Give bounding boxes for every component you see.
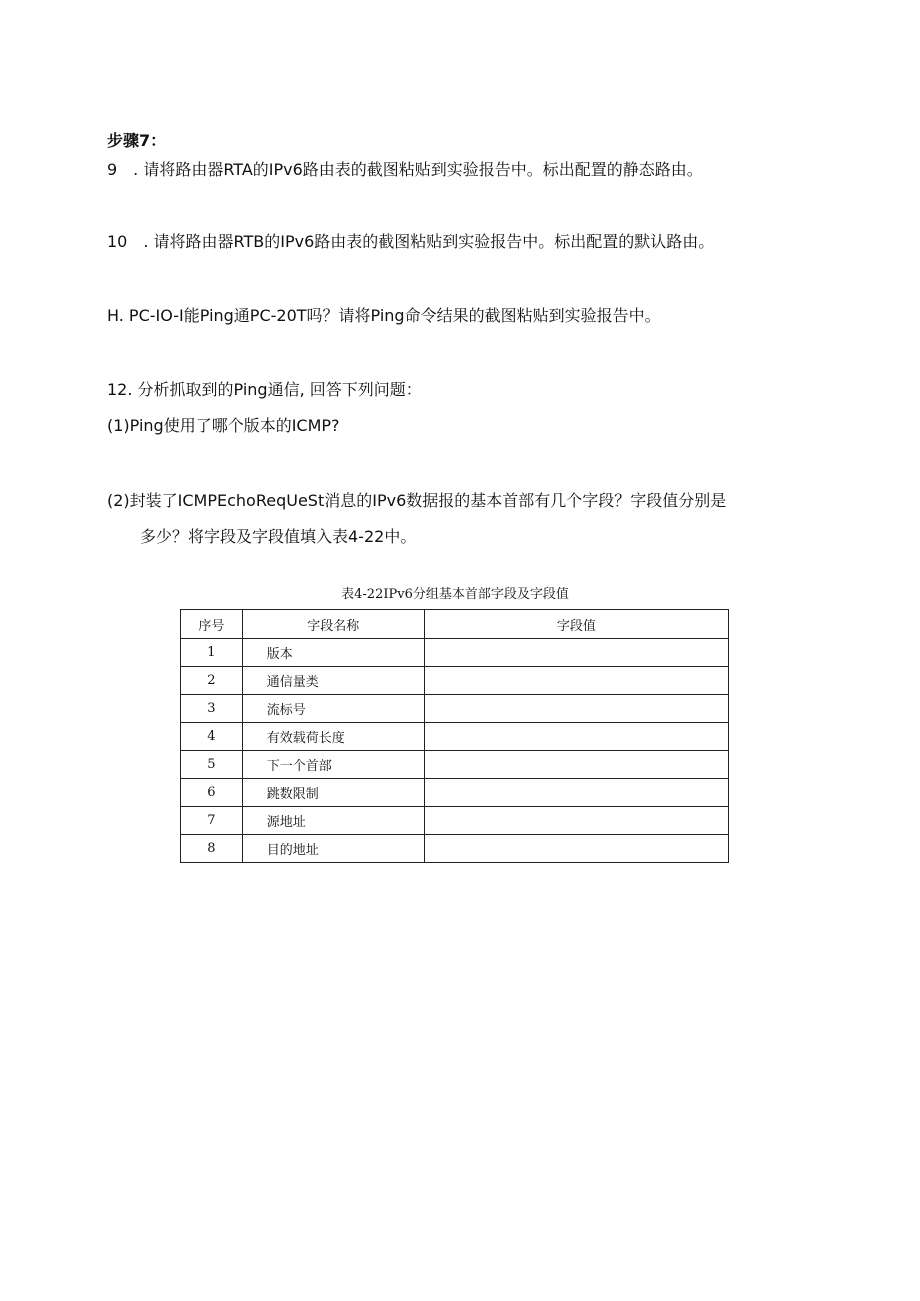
header-field-value: 字段值 [424,610,728,639]
row-number: 7 [181,807,243,835]
sub-question-2: (2)封装了ICMPEchoReqUeSt消息的IPv6数据报的基本首部有几个字段？字段值分别是 [107,491,727,510]
header-number: 序号 [181,610,243,639]
question-10: 10 . 请将路由器RTB的IPv6路由表的截图粘贴到实验报告中。标出配置的默认路由。 [107,232,715,251]
row-field-value [424,835,728,863]
row-number: 1 [181,639,243,667]
row-field-value [424,723,728,751]
row-number: 8 [181,835,243,863]
row-field-name: 通信量类 [242,667,424,695]
table-row [181,835,729,863]
table-row [181,723,729,751]
table-row [181,779,729,807]
row-field-name: 跳数限制 [242,779,424,807]
step-title: 步骤7： [107,131,167,150]
row-field-value [424,695,728,723]
sub-question-1: (1)Ping使用了哪个版本的ICMP? [107,416,340,435]
table-header-row [181,610,729,639]
row-number: 6 [181,779,243,807]
row-field-value [424,751,728,779]
row-field-value [424,639,728,667]
row-field-name: 流标号 [242,695,424,723]
row-field-name: 版本 [242,639,424,667]
question-12: 12. 分析抓取到的Ping通信, 回答下列问题： [107,380,422,399]
question-11: H. PC-IO-I能Ping通PC-20T吗？请将Ping命令结果的截图粘贴到实验报告中。 [107,306,661,325]
table-row [181,751,729,779]
row-field-name: 目的地址 [242,835,424,863]
table-row [181,667,729,695]
row-number: 4 [181,723,243,751]
row-field-name: 有效载荷长度 [242,723,424,751]
row-number: 2 [181,667,243,695]
row-field-value [424,667,728,695]
sub-question-2-continued: 多少？将字段及字段值填入表4-22中。 [140,527,417,546]
row-number: 5 [181,751,243,779]
row-field-name: 源地址 [242,807,424,835]
header-field-name: 字段名称 [242,610,424,639]
row-number: 3 [181,695,243,723]
row-field-value [424,807,728,835]
table-row [181,807,729,835]
ipv6-header-fields-table [180,609,729,863]
table-row [181,639,729,667]
question-9: 9 . 请将路由器RTA的IPv6路由表的截图粘贴到实验报告中。标出配置的静态路由。 [107,160,703,179]
row-field-name: 下一个首部 [242,751,424,779]
row-field-value [424,779,728,807]
table-row [181,695,729,723]
table-caption: 表4-22IPv6分组基本首部字段及字段值 [341,587,569,602]
